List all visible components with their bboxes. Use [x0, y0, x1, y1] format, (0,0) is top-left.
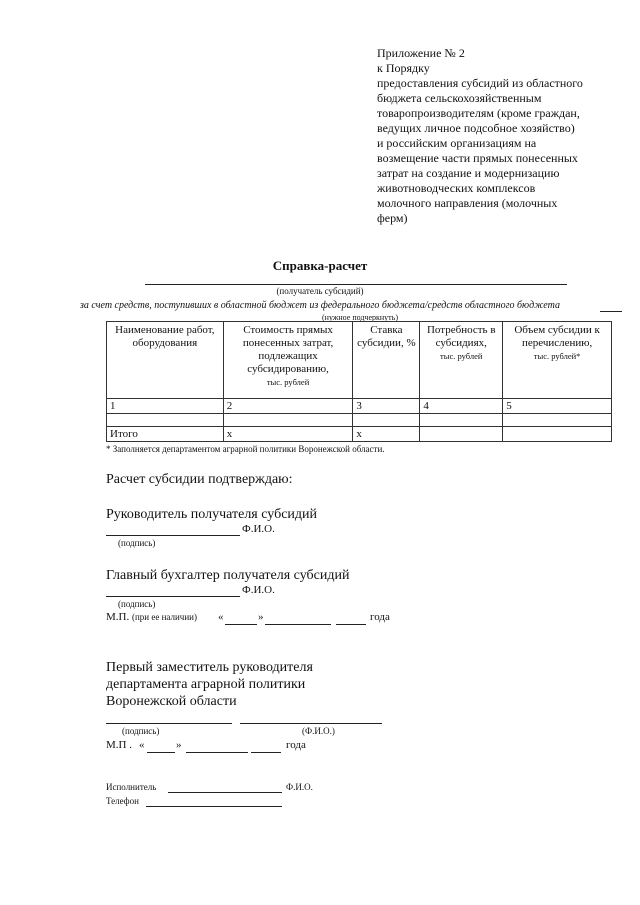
appendix-block [377, 46, 617, 226]
table-header-row [107, 322, 612, 399]
deputy-fio-line [240, 723, 382, 724]
appendix-line: затрат на создание и модернизацию [377, 166, 560, 180]
header-text: Потребность в субсидиях, [426, 324, 496, 349]
deputy-mp: М.П . [106, 739, 132, 751]
table-footnote: * Заполняется департаментом аграрной политики Воронежской области. [106, 444, 385, 454]
table-cell [353, 414, 420, 427]
deputy-date-close-quote: » [176, 739, 182, 751]
appendix-line: ведущих личное подсобное хозяйство) [377, 121, 575, 135]
appendix-line: молочного направления (молочных [377, 196, 558, 210]
appendix-line: Приложение № 2 [377, 46, 465, 60]
deputy-date-open-quote: « [139, 739, 145, 751]
funding-source-text: за счет средств, поступивших в областной бюджет из федерального бюджета/средств областного бюджета [80, 300, 560, 311]
appendix-line: к Порядку [377, 61, 430, 75]
table-cell: 3 [353, 399, 420, 414]
table-cell: 4 [420, 399, 503, 414]
table-number-row [107, 399, 612, 414]
header-text: Стоимость прямых понесенных затрат, подлежащих субсидированию, [242, 324, 334, 375]
table-header-cell [420, 322, 503, 399]
table-cell: 2 [223, 399, 353, 414]
accountant-title: Главный бухгалтер получателя субсидий [106, 568, 350, 583]
header-text: Объем субсидии к перечислению, [514, 324, 600, 349]
head-signature-line [106, 535, 240, 536]
appendix-line: и российским организациям на [377, 136, 537, 150]
accountant-mp [106, 611, 197, 623]
table-cell [107, 414, 224, 427]
table-cell [503, 427, 612, 442]
table-cell: 5 [503, 399, 612, 414]
date-open-quote: « [218, 611, 224, 623]
date-month-line [265, 624, 331, 625]
executor-line [168, 792, 282, 793]
accountant-signature-line [106, 596, 240, 597]
document-title: Справка-расчет [272, 258, 368, 273]
table-cell: x [223, 427, 353, 442]
deputy-date-year-line [251, 752, 281, 753]
deputy-signature-line [106, 723, 232, 724]
head-fio: Ф.И.О. [242, 523, 275, 535]
table-header-cell [353, 322, 420, 399]
header-text: Наименование работ, оборудования [115, 324, 215, 349]
table-header-cell [107, 322, 224, 399]
accountant-fio: Ф.И.О. [242, 584, 275, 596]
deputy-fio-caption: (Ф.И.О.) [302, 726, 335, 736]
date-close-quote: » [258, 611, 264, 623]
date-year-line [336, 624, 366, 625]
underline-caption: (нужное подчеркнуть) [322, 313, 398, 322]
deputy-date-month-line [186, 752, 248, 753]
phone-line [146, 806, 282, 807]
confirm-heading: Расчет субсидии подтверждаю: [106, 472, 293, 487]
table-cell: 1 [107, 399, 224, 414]
appendix-line: предоставления субсидий из областного [377, 76, 583, 90]
deputy-title-line3: Воронежской области [106, 694, 237, 709]
deputy-year-word: года [286, 739, 306, 751]
accountant-sign-caption: (подпись) [118, 599, 156, 609]
executor-fio: Ф.И.О. [286, 782, 313, 792]
executor-label: Исполнитель [106, 782, 157, 792]
table-cell: Итого [107, 427, 224, 442]
table-header-cell [223, 322, 353, 399]
table-cell: x [353, 427, 420, 442]
appendix-line: ферм) [377, 211, 408, 225]
table-total-row [107, 427, 612, 442]
head-title: Руководитель получателя субсидий [106, 507, 318, 522]
recipient-caption: (получатель субсидий) [276, 286, 364, 296]
calculation-table [106, 321, 612, 442]
table-row [107, 414, 612, 427]
table-cell [223, 414, 353, 427]
appendix-line: возмещение части прямых понесенных [377, 151, 578, 165]
mp-prefix: М.П. [106, 611, 130, 623]
deputy-title-line2: департамента аграрной политики [106, 677, 306, 692]
mp-note: (при ее наличии) [131, 612, 197, 622]
date-day-line [225, 624, 257, 625]
deputy-sign-caption: (подпись) [122, 726, 160, 736]
funding-line-end [600, 311, 622, 312]
year-word: года [370, 611, 390, 623]
header-unit: тыс. рублей* [533, 351, 581, 361]
head-sign-caption: (подпись) [118, 538, 156, 548]
table-cell [420, 414, 503, 427]
table-cell [503, 414, 612, 427]
recipient-line [145, 284, 567, 285]
deputy-title-line1: Первый заместитель руководителя [106, 660, 313, 675]
table-cell [420, 427, 503, 442]
header-unit: тыс. рублей [440, 351, 483, 361]
phone-label: Телефон [106, 796, 139, 806]
appendix-line: товаропроизводителям (кроме граждан, [377, 106, 580, 120]
header-text: Ставка субсидии, % [357, 324, 416, 349]
header-unit: тыс. рублей [266, 377, 310, 387]
appendix-line: бюджета сельскохозяйственным [377, 91, 542, 105]
table-header-cell [503, 322, 612, 399]
deputy-date-day-line [147, 752, 175, 753]
appendix-line: животноводческих комплексов [377, 181, 536, 195]
